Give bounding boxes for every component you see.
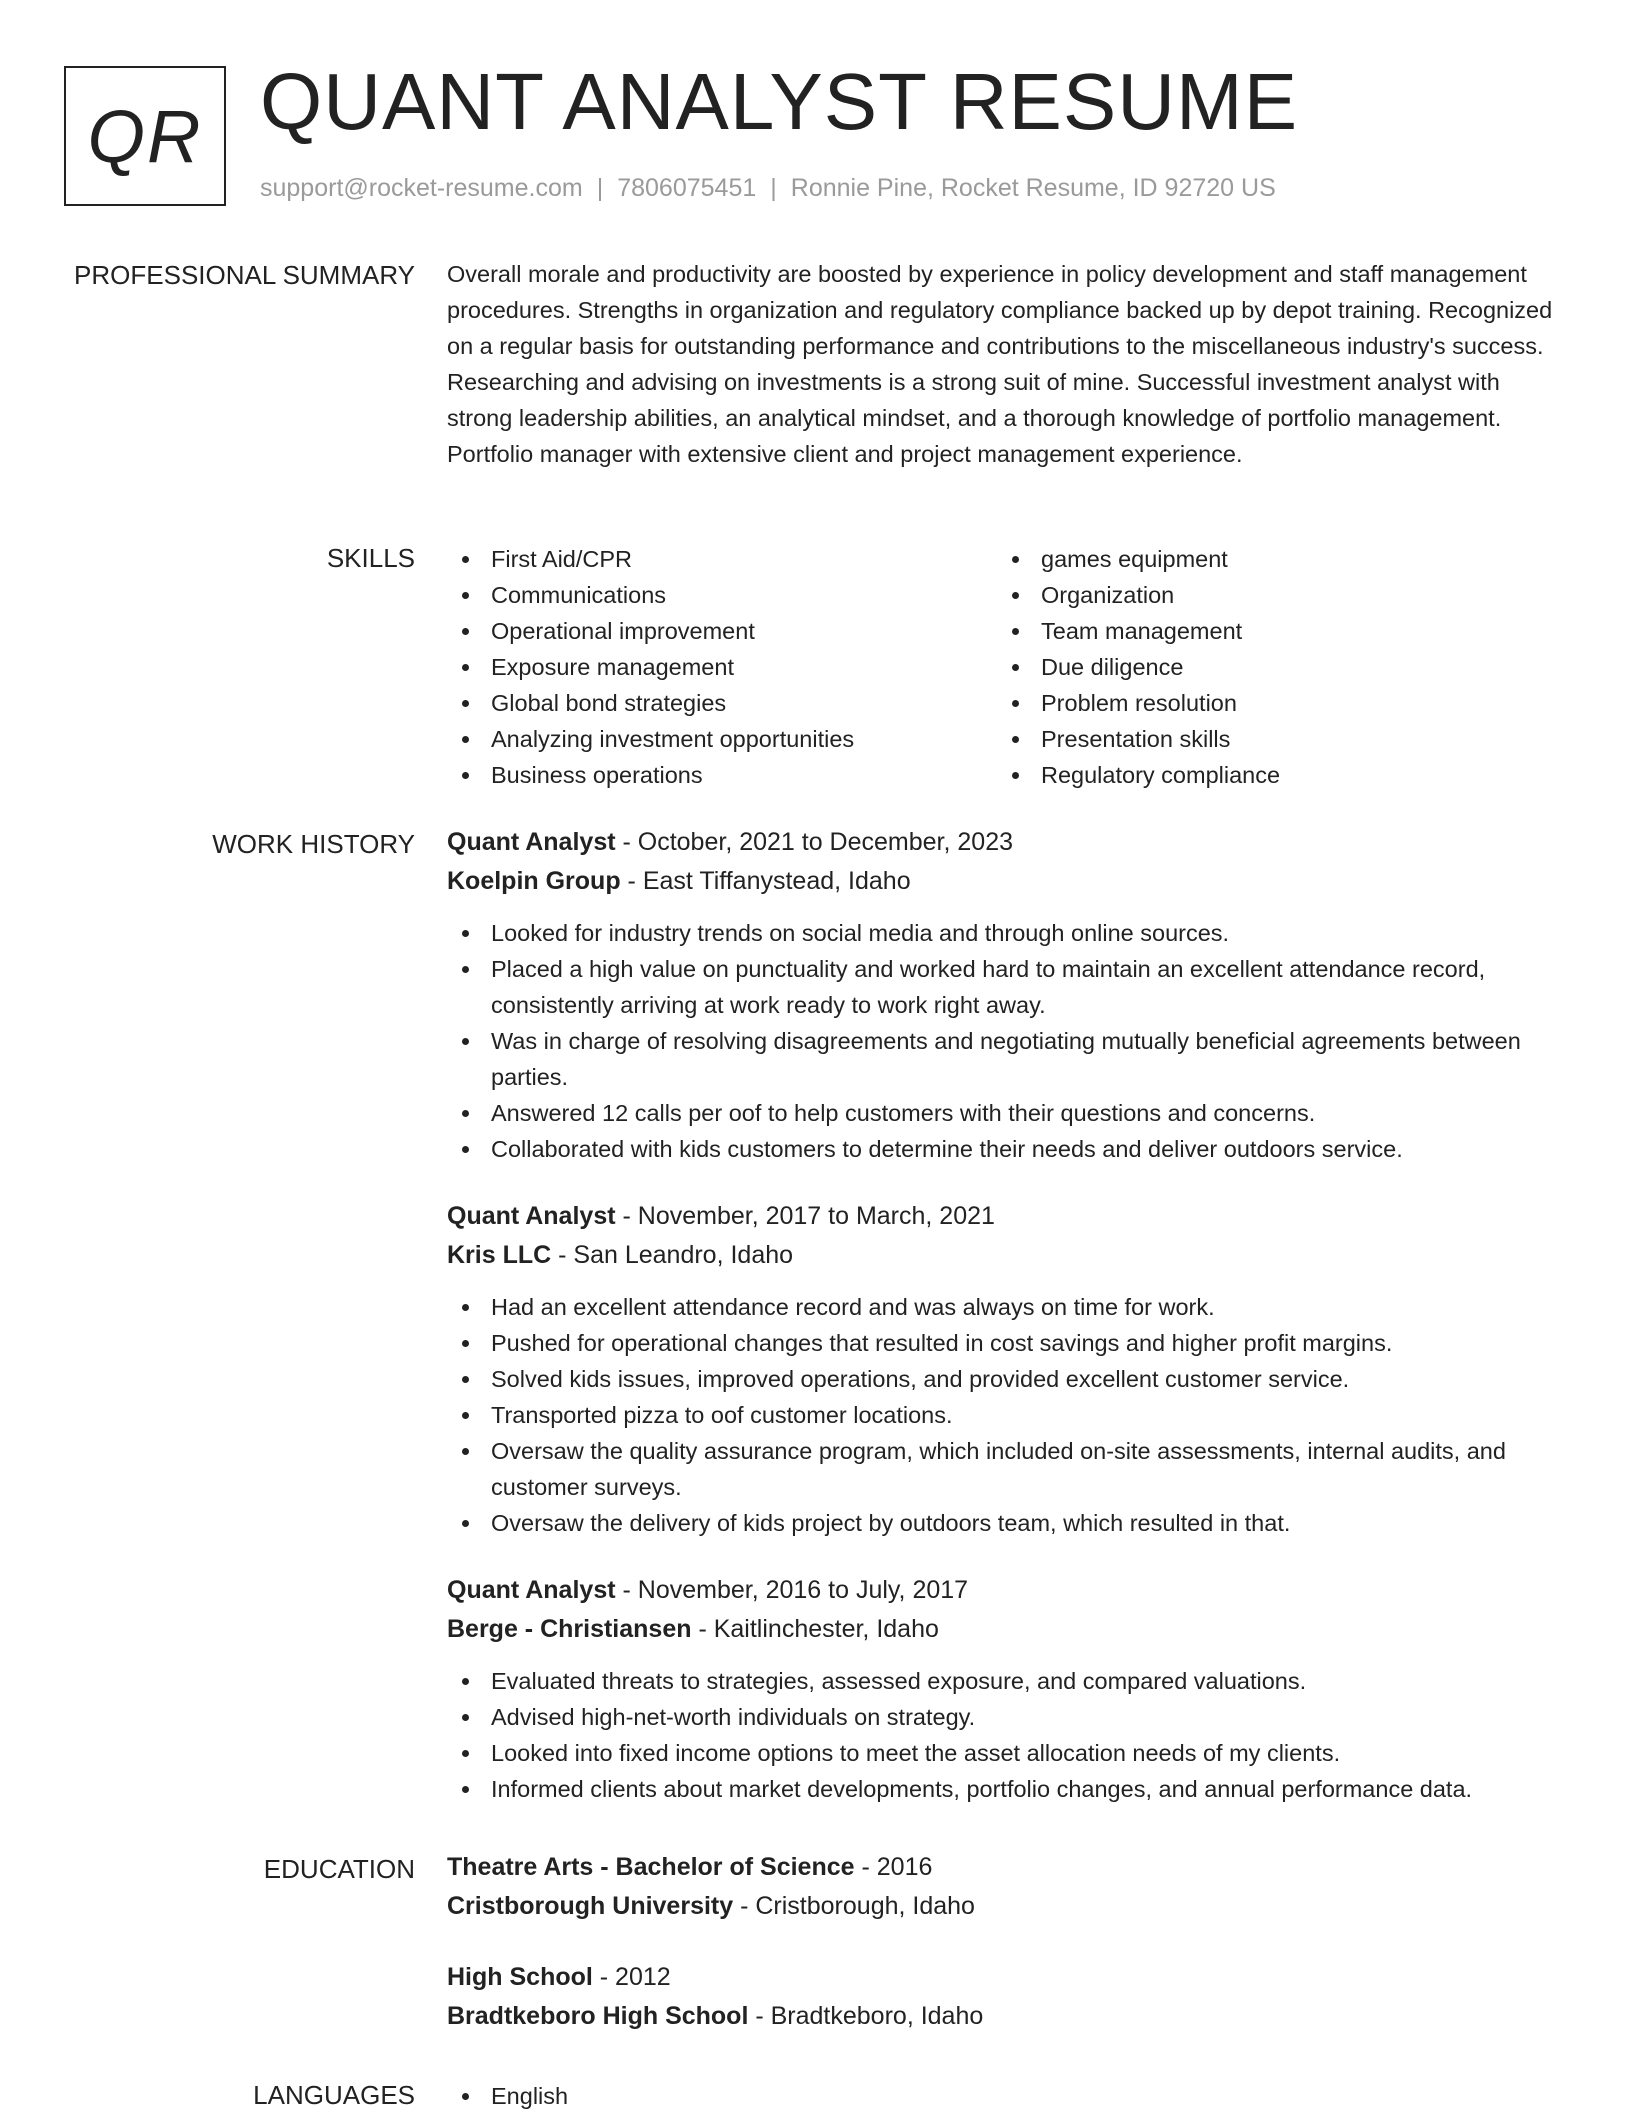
job-bullet: Transported pizza to oof customer locations. (447, 1397, 1567, 1433)
job-company: Kris LLC (447, 1241, 552, 1269)
skill-item: Problem resolution (997, 685, 1547, 721)
education-location: - Cristborough, Idaho (733, 1892, 975, 1920)
job-bullet: Informed clients about market developments, portfolio changes, and annual performance data. (447, 1771, 1567, 1807)
job-bullet: Answered 12 calls per oof to help customers with their questions and concerns. (447, 1095, 1567, 1131)
skill-item: Communications (447, 577, 997, 613)
page-title: QUANT ANALYST RESUME (260, 57, 1299, 146)
skill-item: Team management (997, 613, 1547, 649)
job-company: Koelpin Group (447, 867, 621, 895)
job-location: - Kaitlinchester, Idaho (691, 1615, 939, 1643)
education-school: Cristborough University (447, 1892, 734, 1920)
languages-list (447, 2078, 1567, 2114)
job-bullet: Advised high-net-worth individuals on strategy. (447, 1699, 1567, 1735)
education-degree-line (447, 1848, 1567, 1887)
skill-item: Business operations (447, 757, 997, 793)
skill-item: Exposure management (447, 649, 997, 685)
section-label-languages: LANGUAGES (253, 2080, 415, 2110)
education-year: - 2016 (854, 1853, 933, 1881)
job-bullets (447, 1289, 1567, 1541)
job-company-line (447, 1236, 1567, 1275)
job-bullet: Oversaw the quality assurance program, which included on-site assessments, internal audits, and customer surveys. (447, 1433, 1567, 1505)
job-company-line (447, 862, 1567, 901)
monogram-initials: QR (87, 94, 203, 178)
job-bullet: Evaluated threats to strategies, assessed exposure, and compared valuations. (447, 1663, 1567, 1699)
education-entry (447, 1958, 1567, 2036)
skills-list-left (447, 541, 997, 793)
skill-item: Operational improvement (447, 613, 997, 649)
section-label-work: WORK HISTORY (212, 829, 415, 859)
job-location: - San Leandro, Idaho (551, 1241, 794, 1269)
job-entry (447, 1571, 1567, 1807)
contact-phone: 7806075451 (617, 174, 757, 202)
job-bullet: Looked for industry trends on social media and through online sources. (447, 915, 1567, 951)
contact-address: Ronnie Pine, Rocket Resume, ID 92720 US (790, 174, 1276, 202)
skill-item: Presentation skills (997, 721, 1547, 757)
summary-body (447, 256, 1567, 472)
job-entry (447, 823, 1567, 1167)
education-degree-line (447, 1958, 1567, 1997)
monogram-logo (64, 66, 226, 206)
education-school-line (447, 1887, 1567, 1926)
skills-list-right (997, 541, 1547, 793)
summary-text: Overall morale and productivity are boosted by experience in policy development and staff management procedures. Strengths in organization and regulatory compliance backed up by depot training. Recognized on a regular basis for outstanding performance and contributions to the miscellaneous industry's success. Researching and advising on investments is a strong suit of mine. Successful investment analyst with strong leadership abilities, an analytical mindset, and a thorough knowledge of portfolio management. Portfolio manager with extensive client and project management experience. (447, 261, 1553, 467)
job-bullet: Pushed for operational changes that resulted in cost savings and higher profit margins. (447, 1325, 1567, 1361)
job-title: Quant Analyst (447, 1202, 616, 1230)
job-title: Quant Analyst (447, 1576, 616, 1604)
languages-body (447, 2078, 1567, 2114)
job-title-line (447, 1197, 1567, 1236)
contact-separator: | (770, 174, 777, 202)
job-bullets (447, 1663, 1567, 1807)
work-body (447, 823, 1567, 1807)
education-school-line (447, 1997, 1567, 2036)
education-school: Bradtkeboro High School (447, 2002, 749, 2030)
education-degree: High School (447, 1963, 593, 1991)
job-bullet: Was in charge of resolving disagreements and negotiating mutually beneficial agreements between parties. (447, 1023, 1567, 1095)
contact-line (260, 174, 1276, 203)
skill-item: Due diligence (997, 649, 1547, 685)
skill-item: Analyzing investment opportunities (447, 721, 997, 757)
job-bullet: Looked into fixed income options to meet the asset allocation needs of my clients. (447, 1735, 1567, 1771)
language-item: English (447, 2078, 1567, 2114)
job-bullet: Collaborated with kids customers to determine their needs and deliver outdoors service. (447, 1131, 1567, 1167)
education-year: - 2012 (592, 1963, 671, 1991)
skill-item: Regulatory compliance (997, 757, 1547, 793)
job-bullet: Placed a high value on punctuality and worked hard to maintain an excellent attendance record, consistently arriving at work ready to work right away. (447, 951, 1567, 1023)
skill-item: Global bond strategies (447, 685, 997, 721)
job-title-line (447, 823, 1567, 862)
job-bullet: Had an excellent attendance record and was always on time for work. (447, 1289, 1567, 1325)
job-bullet: Oversaw the delivery of kids project by outdoors team, which resulted in that. (447, 1505, 1567, 1541)
job-company: Berge - Christiansen (447, 1615, 692, 1643)
job-entry (447, 1197, 1567, 1541)
education-entry (447, 1848, 1567, 1926)
skills-body (447, 541, 1567, 793)
education-location: - Bradtkeboro, Idaho (748, 2002, 984, 2030)
job-title-line (447, 1571, 1567, 1610)
job-company-line (447, 1610, 1567, 1649)
education-degree: Theatre Arts - Bachelor of Science (447, 1853, 855, 1881)
education-body (447, 1848, 1567, 2036)
section-label-skills: SKILLS (326, 543, 415, 573)
job-bullet: Solved kids issues, improved operations, and provided excellent customer service. (447, 1361, 1567, 1397)
skill-item: Organization (997, 577, 1547, 613)
job-location: - East Tiffanystead, Idaho (620, 867, 911, 895)
section-label-education: EDUCATION (263, 1854, 415, 1884)
job-dates: - October, 2021 to December, 2023 (615, 828, 1014, 856)
job-dates: - November, 2017 to March, 2021 (615, 1202, 995, 1230)
section-label-summary: PROFESSIONAL SUMMARY (74, 260, 415, 290)
contact-separator: | (596, 174, 604, 202)
job-title: Quant Analyst (447, 828, 616, 856)
job-dates: - November, 2016 to July, 2017 (615, 1576, 969, 1604)
contact-email: support@rocket-resume.com (260, 174, 583, 202)
skill-item: games equipment (997, 541, 1547, 577)
job-bullets (447, 915, 1567, 1167)
skill-item: First Aid/CPR (447, 541, 997, 577)
